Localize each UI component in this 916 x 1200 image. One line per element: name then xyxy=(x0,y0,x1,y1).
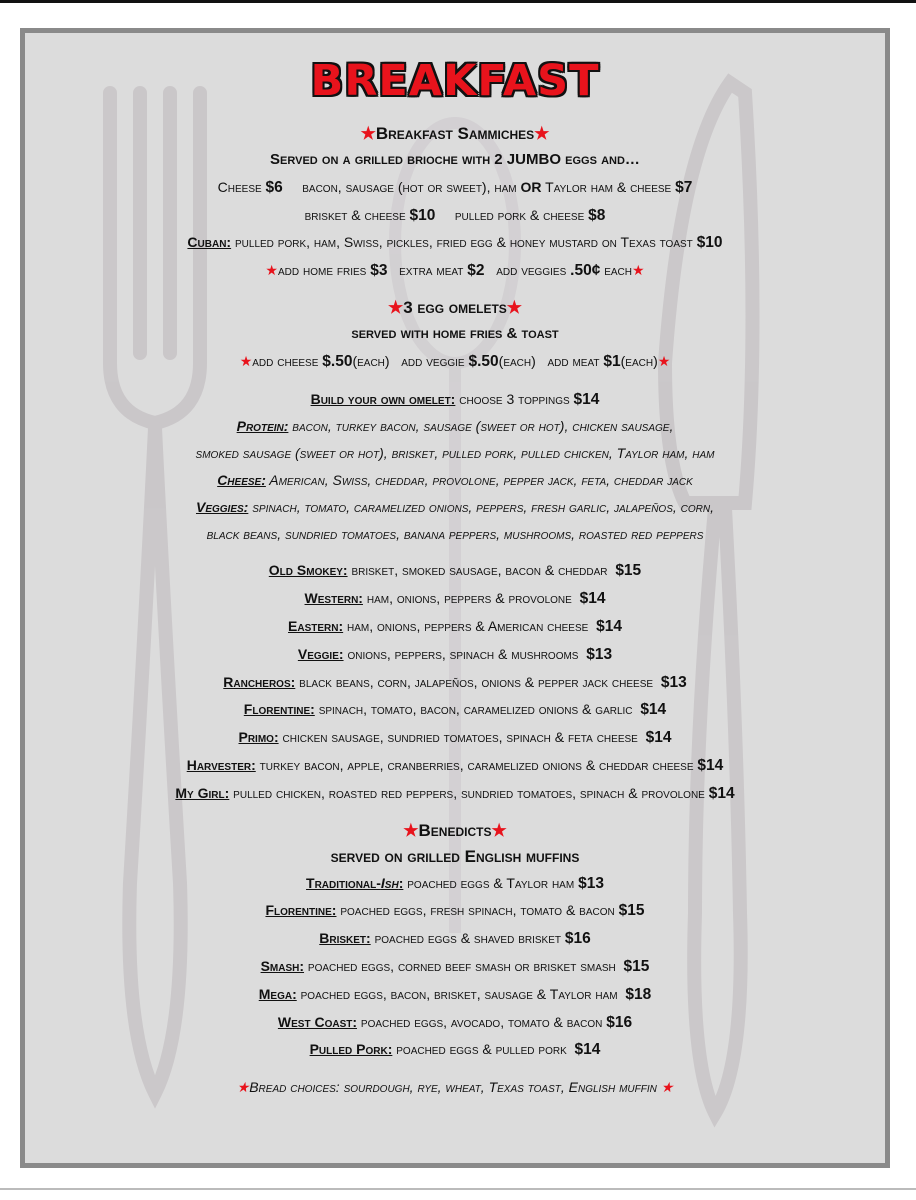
item-name: Cuban: xyxy=(187,234,232,251)
addon-price: .50¢ xyxy=(570,262,601,280)
list-item xyxy=(25,981,885,1009)
or-label: OR xyxy=(520,178,542,195)
addon-each: (each) xyxy=(498,352,536,369)
item-desc: poached eggs, corned beef smash or brisket smash xyxy=(307,957,616,974)
addon-label: add veggie xyxy=(401,352,465,369)
item-price: $14 xyxy=(596,617,622,635)
item-desc: poached eggs, fresh spinach, tomato & bacon xyxy=(340,902,615,919)
item-price: $15 xyxy=(623,957,650,975)
list-item xyxy=(25,870,885,898)
protein-row xyxy=(25,413,885,440)
item-name: Harvester: xyxy=(186,756,256,773)
list-item xyxy=(25,1009,885,1037)
item-name: Brisket: xyxy=(319,930,371,947)
item-price: $13 xyxy=(660,673,687,691)
sammiches-row-2 xyxy=(25,202,885,230)
item-desc: pulled chicken, roasted red peppers, sundried tomatoes, spinach & provolone xyxy=(233,784,705,801)
item-name xyxy=(306,875,403,891)
item-desc: poached eggs & Taylor ham xyxy=(407,874,575,891)
item-price: $7 xyxy=(675,178,693,196)
item-label: brisket & cheese xyxy=(304,206,406,223)
star-icon: ★ xyxy=(657,352,671,369)
item-desc: ham, onions, peppers & provolone xyxy=(366,590,572,607)
item-name-part: Ish xyxy=(380,874,399,891)
item-price: $14 xyxy=(640,701,667,719)
veggies-row-2: black beans, sundried tomatoes, banana peppers, mushrooms, roasted red peppers xyxy=(206,525,704,542)
item-desc: poached eggs & pulled pork xyxy=(396,1041,567,1058)
star-icon: ★ xyxy=(236,1079,250,1096)
star-icon: ★ xyxy=(534,124,550,143)
item-price: $14 xyxy=(697,756,724,774)
menu-content xyxy=(25,33,885,1101)
list-item xyxy=(25,557,885,585)
item-label: pulled pork & cheese xyxy=(454,206,585,223)
list-item xyxy=(25,925,885,953)
protein-row-2: smoked sausage (sweet or hot), brisket, pulled pork, pulled chicken, Taylor ham, ham xyxy=(195,445,715,462)
addon-price: $3 xyxy=(370,262,388,280)
item-price: $13 xyxy=(578,874,604,892)
page-title: BREAKFAST xyxy=(310,56,600,106)
omelets-addons xyxy=(25,348,885,376)
item-price: $14 xyxy=(573,390,600,408)
item-name: Primo: xyxy=(238,729,279,746)
benedicts-subhead: served on grilled English muffins xyxy=(330,846,580,866)
item-price: $10 xyxy=(696,234,723,252)
item-name: Florentine: xyxy=(265,902,337,919)
item-price: $14 xyxy=(708,784,735,802)
cuban-row xyxy=(25,229,885,257)
item-name: Smash: xyxy=(260,957,305,974)
addon-label: extra meat xyxy=(399,262,464,279)
addon-price: $2 xyxy=(467,262,485,280)
item-desc: turkey bacon, apple, cranberries, caramelized onions & cheddar cheese xyxy=(259,756,694,773)
item-desc: spinach, tomato, caramelized onions, peppers, fresh garlic, jalapeños, corn, xyxy=(252,498,714,515)
item-name: Build your own omelet: xyxy=(310,390,456,407)
item-price: $14 xyxy=(579,590,606,608)
item-price: $10 xyxy=(409,206,436,224)
item-name: Florentine: xyxy=(243,701,315,718)
star-icon: ★ xyxy=(403,820,419,840)
menu-sheet xyxy=(20,28,890,1168)
build-your-own-row xyxy=(25,386,885,414)
omelets-subhead: served with home fries & toast xyxy=(351,324,559,342)
item-name: My Girl: xyxy=(175,784,230,801)
star-icon: ★ xyxy=(360,124,376,143)
sammiches-heading-text: Breakfast Sammiches xyxy=(375,124,535,143)
star-icon: ★ xyxy=(632,262,645,279)
item-name: Veggies: xyxy=(195,498,249,515)
item-price: $6 xyxy=(265,178,283,196)
bottom-divider xyxy=(0,1188,916,1190)
omelets-heading xyxy=(25,295,885,321)
item-name: Cheese: xyxy=(217,471,266,488)
omelet-list xyxy=(25,557,885,807)
omelets-heading-text: 3 egg omelets xyxy=(403,297,507,317)
item-price: $16 xyxy=(564,930,591,948)
item-name: West Coast: xyxy=(277,1013,358,1030)
veggies-row xyxy=(25,494,885,521)
list-item xyxy=(25,613,885,641)
benedicts-heading xyxy=(25,818,885,844)
item-price: $15 xyxy=(615,562,642,580)
item-label: Taylor ham & cheese xyxy=(545,178,672,195)
item-price: $14 xyxy=(645,729,672,747)
star-icon: ★ xyxy=(387,297,404,317)
list-item xyxy=(25,585,885,613)
addon-label: add home fries xyxy=(277,262,367,279)
item-desc: spinach, tomato, bacon, caramelized onions & garlic xyxy=(318,701,633,718)
sammiches-row-1 xyxy=(25,174,885,202)
star-icon: ★ xyxy=(660,1079,674,1096)
item-name: Veggie: xyxy=(297,645,344,662)
addon-each: each xyxy=(604,262,632,279)
item-name: Eastern: xyxy=(288,617,344,634)
addon-each: (each) xyxy=(352,352,390,369)
item-desc: ham, onions, peppers & American cheese xyxy=(347,617,589,634)
addon-label: add cheese xyxy=(252,352,319,369)
item-price: $8 xyxy=(588,206,606,224)
item-desc: bacon, turkey bacon, sausage (sweet or hot), chicken sausage, xyxy=(292,418,674,435)
item-price: $14 xyxy=(574,1041,601,1059)
item-desc: brisket, smoked sausage, bacon & cheddar xyxy=(351,562,608,579)
item-desc: choose 3 toppings xyxy=(459,390,570,407)
item-name: Pulled Pork: xyxy=(309,1041,393,1058)
list-item xyxy=(25,724,885,752)
benedicts-heading-text: Benedicts xyxy=(418,820,492,840)
item-desc: poached eggs, avocado, tomato & bacon xyxy=(360,1013,603,1030)
item-price: $15 xyxy=(618,902,645,920)
item-name: Mega: xyxy=(258,985,297,1002)
item-desc: poached eggs & shaved brisket xyxy=(374,930,561,947)
benedict-list xyxy=(25,870,885,1065)
item-desc: American, Swiss, cheddar, provolone, pepper jack, feta, cheddar jack xyxy=(269,471,693,488)
item-name: Rancheros: xyxy=(223,673,296,690)
item-name: Protein: xyxy=(236,418,289,435)
item-label: bacon, sausage (hot or sweet), ham xyxy=(302,178,517,195)
item-name: Old Smokey: xyxy=(268,562,348,579)
item-price: $18 xyxy=(625,985,652,1003)
addon-label: add meat xyxy=(547,352,600,369)
item-name-part: : xyxy=(398,874,404,891)
item-label: Cheese xyxy=(217,178,262,195)
list-item xyxy=(25,752,885,780)
item-name-part: Traditional- xyxy=(306,874,381,891)
sammiches-addons xyxy=(25,257,885,285)
list-item xyxy=(25,1036,885,1064)
list-item xyxy=(25,669,885,697)
star-icon: ★ xyxy=(239,352,253,369)
list-item xyxy=(25,953,885,981)
top-border xyxy=(0,0,916,3)
addon-price: $.50 xyxy=(468,352,499,370)
addon-each: (each) xyxy=(620,352,658,369)
list-item xyxy=(25,696,885,724)
cheese-row xyxy=(25,467,885,494)
addon-price: $1 xyxy=(603,352,621,370)
item-desc: poached eggs, bacon, brisket, sausage & Taylor ham xyxy=(300,985,618,1002)
star-icon: ★ xyxy=(506,297,523,317)
item-desc: chicken sausage, sundried tomatoes, spinach & feta cheese xyxy=(282,729,638,746)
item-desc: onions, peppers, spinach & mushrooms xyxy=(347,645,579,662)
list-item xyxy=(25,641,885,669)
addon-price: $.50 xyxy=(322,352,353,370)
sammiches-subhead: Served on a grilled brioche with 2 JUMBO eggs and… xyxy=(270,151,640,168)
item-desc: pulled pork, ham, Swiss, pickles, fried egg & honey mustard on Texas toast xyxy=(234,234,693,251)
item-price: $13 xyxy=(586,645,613,663)
list-item xyxy=(25,897,885,925)
star-icon: ★ xyxy=(265,262,278,279)
sammiches-heading xyxy=(25,121,885,147)
star-icon: ★ xyxy=(491,820,507,840)
item-name: Western: xyxy=(304,590,363,607)
addon-label: add veggies xyxy=(496,262,567,279)
item-desc: black beans, corn, jalapeños, onions & pepper jack cheese xyxy=(299,673,654,690)
footer-text: Bread choices: sourdough, rye, wheat, Texas toast, English muffin xyxy=(249,1079,657,1096)
bread-choices-footer xyxy=(25,1074,885,1101)
item-price: $16 xyxy=(606,1013,633,1031)
list-item xyxy=(25,780,885,808)
